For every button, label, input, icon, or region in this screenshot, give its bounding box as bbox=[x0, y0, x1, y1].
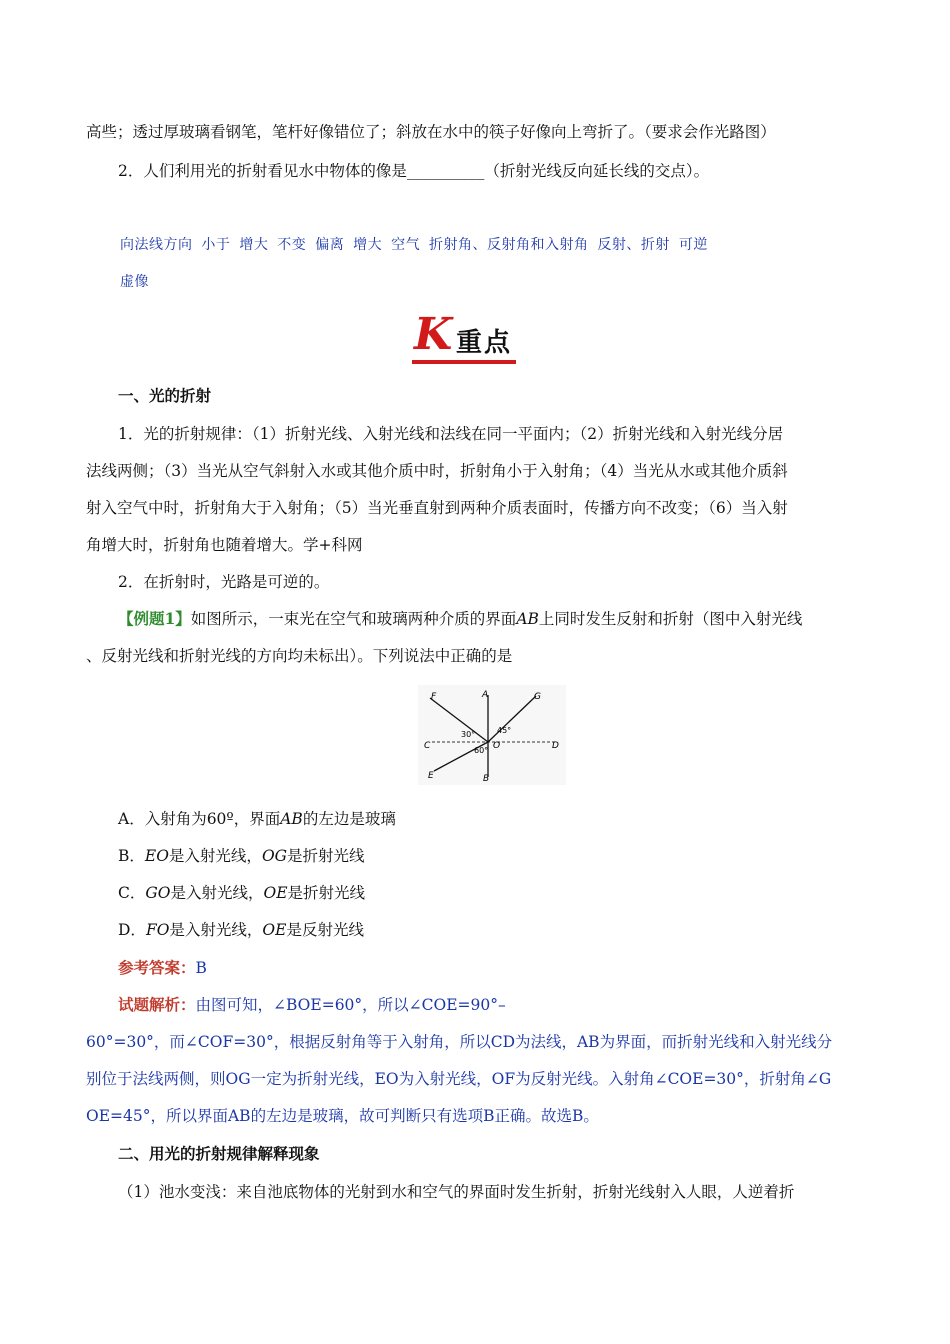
intro-line: 高些；透过厚玻璃看钢笔，笔杆好像错位了；斜放在水中的筷子好像向上弯折了。（要求会作光路图） bbox=[86, 123, 776, 141]
answer-value: B bbox=[195, 959, 207, 977]
label-d: D bbox=[552, 741, 559, 751]
label-a: A bbox=[482, 690, 489, 700]
option-d: D．FO是入射光线，OE是反射光线 bbox=[118, 921, 364, 939]
banner-k-logo: K bbox=[414, 309, 453, 360]
section-1-title: 一、光的折射 bbox=[118, 386, 212, 405]
diagram-background bbox=[418, 685, 566, 785]
answer-blank: __________ bbox=[406, 162, 485, 180]
option-b: B．EO是入射光线，OG是折射光线 bbox=[118, 847, 365, 865]
explanation-line-1: 试题解析：由图可知，∠BOE=60°，所以∠COE=90°– bbox=[118, 995, 506, 1014]
banner-underline bbox=[412, 360, 516, 364]
explanation-line-3: 别位于法线两侧，则OG一定为折射光线，EO为入射光线，OF为反射光线。入射角∠COE=30°，折射角∠G bbox=[86, 1070, 832, 1088]
answer-key-row-1: 向法线方向 小于 增大 不变 偏离 增大 空气 折射角、反射角和入射角 反射、折射 可逆 bbox=[120, 237, 708, 253]
section-2-title: 二、用光的折射规律解释现象 bbox=[118, 1144, 320, 1163]
angle-30: 30° bbox=[461, 730, 476, 739]
example-line-2: 、反射光线和折射光线的方向均未标出）。下列说法中正确的是 bbox=[86, 647, 513, 665]
key-points-banner bbox=[412, 309, 520, 364]
explanation-label: 试题解析： bbox=[118, 995, 196, 1014]
rule-line-4: 角增大时，折射角也随着增大。学+科网 bbox=[86, 536, 363, 554]
explanation-line-2: 60°=30°，而∠COF=30°，根据反射角等于入射角，所以CD为法线，AB为界面，而折射光线和入射光线分 bbox=[86, 1033, 833, 1051]
option-c: C．GO是入射光线，OE是折射光线 bbox=[118, 884, 366, 902]
example-line-1: 【例题1】如图所示，一束光在空气和玻璃两种介质的界面AB上同时发生反射和折射（图中入射光线 bbox=[118, 609, 803, 628]
rule-line-2: 法线两侧；（3）当光从空气斜射入水或其他介质中时，折射角小于入射角；（4）当光从水或其他介质斜 bbox=[86, 462, 788, 480]
section-2-paragraph: （1）池水变浅：来自池底物体的光射到水和空气的界面时发生折射，折射光线射入人眼，人逆着折 bbox=[118, 1183, 795, 1201]
label-b: B bbox=[483, 774, 490, 784]
question-2: 2．人们利用光的折射看见水中物体的像是__________（折射光线反向延长线的交点）。 bbox=[118, 162, 710, 180]
explanation-line-4: OE=45°，所以界面AB的左边是玻璃，故可判断只有选项B正确。故选B。 bbox=[86, 1107, 599, 1125]
angle-45: 45° bbox=[497, 726, 512, 735]
answer-label: 参考答案： bbox=[118, 958, 196, 977]
rule-line-1: 1．光的折射规律：（1）折射光线、入射光线和法线在同一平面内；（2）折射光线和入射光线分居 bbox=[118, 425, 784, 443]
rule-2: 2．在折射时，光路是可逆的。 bbox=[118, 573, 330, 591]
label-f: F bbox=[431, 692, 437, 702]
label-g: G bbox=[534, 692, 541, 702]
rule-line-3: 射入空气中时，折射角大于入射角；（5）当光垂直射到两种介质表面时，传播方向不改变；（6）当入射 bbox=[86, 499, 788, 517]
example-tag: 【例题1】 bbox=[118, 609, 191, 628]
answer-key-row-2: 虚像 bbox=[120, 274, 149, 290]
label-e: E bbox=[428, 771, 434, 781]
label-c: C bbox=[424, 741, 431, 751]
refraction-diagram bbox=[418, 685, 566, 785]
reference-answer bbox=[118, 958, 207, 978]
angle-60: 60° bbox=[474, 746, 489, 755]
option-a: A．入射角为60º，界面AB的左边是玻璃 bbox=[118, 810, 396, 828]
label-o: O bbox=[493, 741, 501, 751]
banner-title: 重点 bbox=[456, 328, 513, 358]
